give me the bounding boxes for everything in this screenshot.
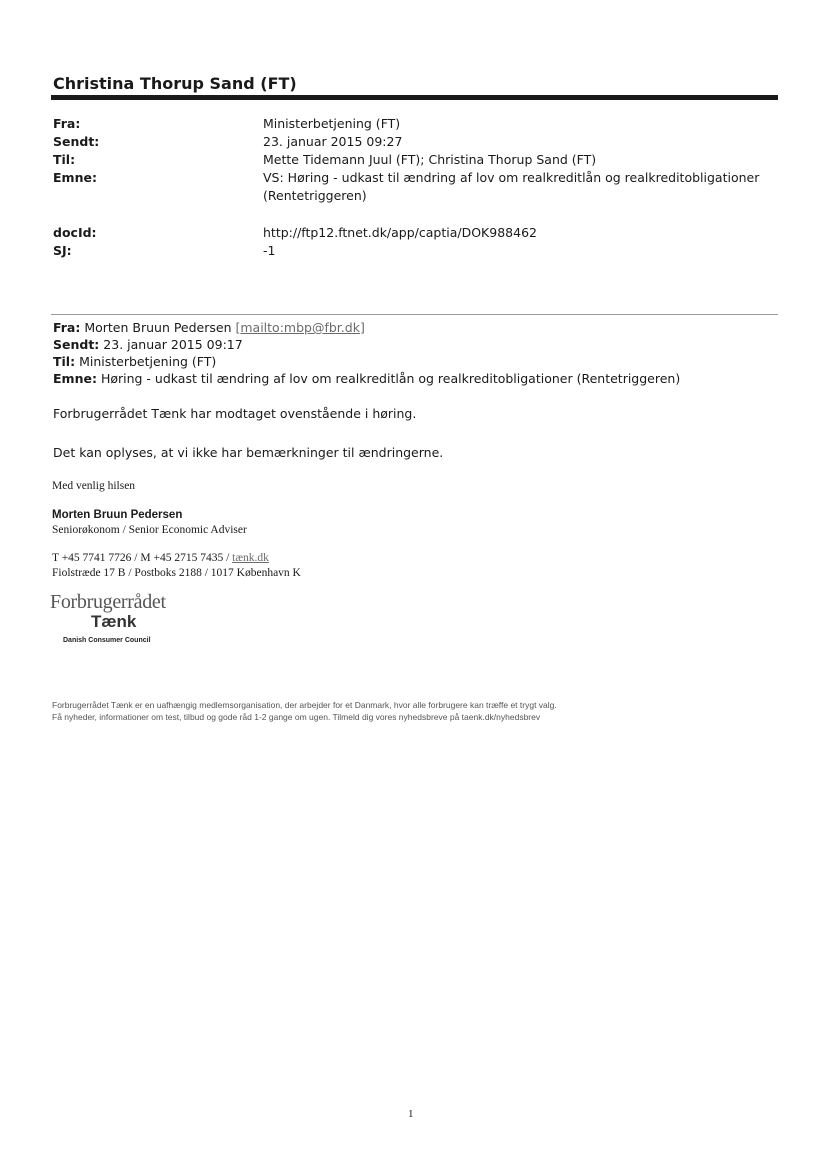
footer-line-1: Forbrugerrådet Tænk er en uafhængig medlemsorganisation, der arbejder for et Danmark, hvor alle forbrugere kan træffe et trygt valg. bbox=[52, 700, 557, 710]
meta-sj-value: -1 bbox=[263, 243, 276, 258]
signature-name: Morten Bruun Pedersen bbox=[52, 509, 183, 521]
forward-to-label: Til: bbox=[53, 354, 76, 369]
meta-docid-label: docId: bbox=[53, 225, 97, 240]
forward-subject-line bbox=[53, 371, 680, 386]
forward-sent-line bbox=[53, 337, 243, 352]
forward-sent-value: 23. januar 2015 09:17 bbox=[103, 337, 243, 352]
meta-sent-value: 23. januar 2015 09:27 bbox=[263, 134, 403, 149]
meta-sent-label: Sendt: bbox=[53, 134, 100, 149]
meta-sj-label: SJ: bbox=[53, 243, 72, 258]
meta-subject-label: Emne: bbox=[53, 170, 97, 185]
signature-phone: T +45 7741 7726 / M +45 2715 7435 / bbox=[52, 552, 233, 564]
page-number: 1 bbox=[408, 1108, 414, 1120]
signature-title: Seniorøkonom / Senior Economic Adviser bbox=[52, 524, 247, 536]
forward-subject-value: Høring - udkast til ændring af lov om realkreditlån og realkreditobligationer (Rentetriggeren) bbox=[100, 371, 681, 386]
body-paragraph-2: Det kan oplyses, at vi ikke har bemærkninger til ændringerne. bbox=[53, 445, 444, 460]
meta-docid-value[interactable]: http://ftp12.ftnet.dk/app/captia/DOK988462 bbox=[263, 225, 537, 240]
meta-subject-value-line1: VS: Høring - udkast til ændring af lov om realkreditlån og realkreditobligationer bbox=[263, 170, 760, 185]
meta-to-label: Til: bbox=[53, 152, 76, 167]
logo-subtitle: Danish Consumer Council bbox=[63, 637, 151, 644]
signature-address: Fiolstræde 17 B / Postboks 2188 / 1017 København K bbox=[52, 567, 301, 579]
forward-subject-label: Emne: bbox=[53, 371, 97, 386]
forward-from-label: Fra: bbox=[53, 320, 81, 335]
forward-from-value: Morten Bruun Pedersen bbox=[84, 320, 232, 335]
header-rule bbox=[51, 95, 778, 100]
meta-from-label: Fra: bbox=[53, 116, 81, 131]
forward-divider bbox=[51, 314, 778, 315]
forward-to-line bbox=[53, 354, 216, 369]
logo-wordmark: Forbrugerrådet bbox=[50, 591, 166, 613]
meta-from-value: Ministerbetjening (FT) bbox=[263, 116, 401, 131]
meta-to-value: Mette Tidemann Juul (FT); Christina Thorup Sand (FT) bbox=[263, 152, 597, 167]
logo-brand: Tænk bbox=[91, 612, 137, 631]
meta-subject-value-line2: (Rentetriggeren) bbox=[263, 188, 367, 203]
forward-from-line bbox=[53, 320, 365, 335]
forward-sent-label: Sendt: bbox=[53, 337, 100, 352]
forward-mailto-link[interactable]: [mailto:mbp@fbr.dk] bbox=[235, 320, 365, 335]
forward-to-value: Ministerbetjening (FT) bbox=[79, 354, 217, 369]
signature-website-link[interactable]: tænk.dk bbox=[232, 552, 269, 564]
body-paragraph-1: Forbrugerrådet Tænk har modtaget ovenstående i høring. bbox=[53, 406, 417, 421]
signature-phone-line bbox=[52, 552, 269, 564]
footer-line-2: Få nyheder, informationer om test, tilbud og gode råd 1-2 gange om ugen. Tilmeld dig vores nyhedsbreve på taenk.dk/nyhedsbrev bbox=[52, 712, 541, 722]
signature-greeting: Med venlig hilsen bbox=[52, 480, 136, 492]
page-title: Christina Thorup Sand (FT) bbox=[53, 74, 297, 93]
